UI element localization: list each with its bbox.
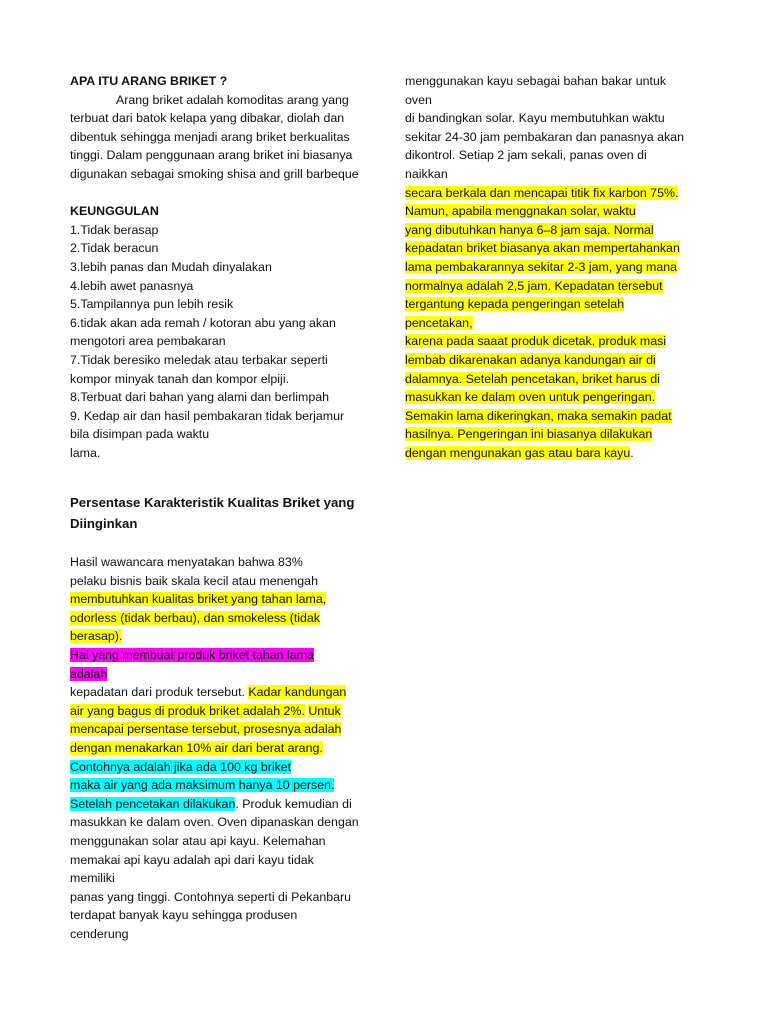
advantage-item: mengotori area pembakaran [70,334,226,349]
advantage-item: 6.tidak akan ada remah / kotoran abu yang akan [70,315,336,330]
body-line: dikontrol. Setiap 2 jam sekali, panas oven di [405,148,647,163]
advantage-item: 3.lebih panas dan Mudah dinyalakan [70,259,272,274]
highlighted-text: kepadatan briket biasanya akan mempertahankan [405,241,680,256]
advantage-item: kompor minyak tanah dan kompor elpiji. [70,371,290,386]
highlighted-text: Semakin lama dikeringkan, maka semakin padat [405,408,672,423]
highlighted-text: berasap). [70,629,123,644]
advantage-item: 9. Kedap air dan hasil pembakaran tidak berjamur [70,408,345,423]
intro-line: terbuat dari batok kelapa yang dibakar, diolah dan [70,111,345,126]
highlighted-text: Kadar kandungan [248,685,347,700]
highlighted-text: secara berkala dan mencapai titik fix karbon 75%. [405,185,679,200]
body-line: masukkan ke dalam oven. Oven dipanaskan dengan [70,815,359,830]
highlighted-text: dengan menakarkan 10% air dari berat arang. [70,741,323,755]
advantage-item: 4.lebih awet panasnya [70,278,194,293]
advantage-item: 5.Tampilannya pun lebih resik [70,297,234,312]
body-text: . [630,445,634,460]
intro-line: dibentuk sehingga menjadi arang briket berkualitas [70,129,350,144]
highlighted-text: lembab dikarenakan adanya kandungan air di [405,352,656,367]
highlighted-text: air yang bagus di produk briket adalah 2%. [70,703,305,718]
highlighted-text: adalah [70,666,108,681]
advantage-item: lama. [70,445,101,460]
highlighted-text: tergantung kepada pengeringan setelah [405,297,625,312]
highlighted-text: masukkan ke dalam oven untuk pengeringan. [405,390,656,405]
highlighted-text: normalnya adalah 2,5 jam. Kepadatan tersebut [405,278,663,293]
page-title: APA ITU ARANG BRIKET ? [70,74,228,88]
highlighted-text: pencetakan, [405,315,473,330]
highlighted-text: Untuk [308,703,341,718]
highlighted-text: Hal yang membuat produk briket tahan lama [70,648,314,663]
section-heading: Persentase Karakteristik Kualitas Briket yang [70,495,355,511]
body-line: panas yang tinggi. Contohnya seperti di Pekanbaru [70,889,352,904]
advantage-item: 1.Tidak berasap [70,222,159,237]
body-line: menggunakan kayu sebagai bahan bakar untuk [405,74,667,88]
advantage-item: 8.Terbuat dari bahan yang alami dan berlimpah [70,390,329,405]
body-line: naikkan [405,166,448,181]
left-column [70,72,365,944]
body-text: kepadatan dari produk tersebut. [70,685,249,700]
highlighted-text: odorless (tidak berbau), dan smokeless (tidak [70,610,320,625]
body-line: memiliki [70,871,115,886]
highlighted-text: yang dibutuhkan hanya 6–8 jam saja. Normal [405,222,654,237]
intro-line: tinggi. Dalam penggunaan arang briket ini biasanya [70,148,353,163]
highlighted-text: dalamnya. Setelah pencetakan, briket harus di [405,371,660,386]
advantages-heading: KEUNGGULAN [70,204,159,219]
right-column [405,72,705,462]
highlighted-text: maka air yang ada maksimum hanya 10 persen. [70,778,335,793]
body-line: pelaku bisnis baik skala kecil atau menengah [70,573,318,588]
highlighted-text: Setelah pencetakan dilakukan [70,796,236,811]
body-line: terdapat banyak kayu sehingga produsen [70,908,298,923]
section-heading: Diinginkan [70,516,138,532]
highlighted-text: membutuhkan kualitas briket yang tahan lama, [70,592,327,607]
intro-line: digunakan sebagai smoking shisa and grill barbeque [70,166,359,181]
body-line: memakai api kayu adalah api dari kayu tidak [70,852,314,867]
body-text: . Produk kemudian di [235,796,352,811]
highlighted-text: mencapai persentase tersebut, prosesnya adalah [70,722,342,737]
body-line: cenderung [70,926,129,941]
highlighted-text: dengan mengunakan gas atau bara kayu [405,445,631,460]
body-line: oven [405,92,432,107]
body-line: sekitar 24-30 jam pembakaran dan panasnya akan [405,129,684,144]
intro-line: Arang briket adalah komoditas arang yang [116,92,349,107]
highlighted-text: Contohnya adalah jika ada 100 kg briket [70,759,292,774]
advantage-item: bila disimpan pada waktu [70,427,210,442]
advantage-item: 2.Tidak beracun [70,241,159,256]
highlighted-text: karena pada saaat produk dicetak, produk masi [405,334,667,349]
highlighted-text: Namun, apabila menggnakan solar, waktu [405,204,636,219]
body-line: menggunakan solar atau api kayu. Kelemahan [70,833,326,848]
highlighted-text: lama pembakarannya sekitar 2-3 jam, yang mana [405,259,678,274]
body-line: di bandingkan solar. Kayu membutuhkan waktu [405,111,665,126]
body-line: Hasil wawancara menyatakan bahwa 83% [70,555,303,570]
advantage-item: 7.Tidak beresiko meledak atau terbakar seperti [70,352,328,367]
highlighted-text: hasilnya. Pengeringan ini biasanya dilakukan [405,427,653,442]
